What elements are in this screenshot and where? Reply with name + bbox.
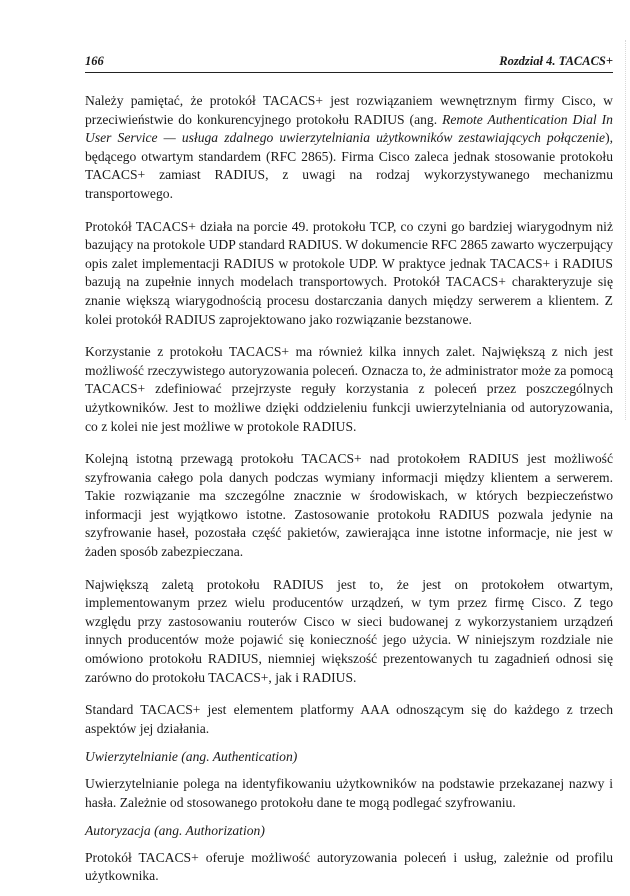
paragraph-3: Korzystanie z protokołu TACACS+ ma również kilka innych zalet. Największą z nich jest możliwość rzeczywistego autoryzowania poleceń. Oznacza to, że administrator może za pomocą TACACS+ zdefiniować przejrzyste reguły korzystania z poleceń przez poszczególnych użytkowników. Jest to możliwe dzięki oddzieleniu funkcji uwierzytelniania od autoryzowania, co z kolei nie jest możliwe w protokole RADIUS. [85,344,613,434]
paragraph-1-text-a: Należy pamiętać, że protokół TACACS+ jest rozwiązaniem wewnętrznym firmy Cisco, w przeciwieństwie do konkurencyjnego protokołu RADIUS (ang. [85,93,613,127]
paragraph-1-text-b: ), będącego otwartym standardem (RFC 2865). Firma Cisco zaleca jednak stosowanie protokołu TACACS+ zamiast RADIUS, z uwagi na rodzaj wykorzystywanego mechanizmu transportowego. [85,130,613,201]
page-body [85,92,613,896]
paragraph-6: Standard TACACS+ jest elementem platformy AAA odnoszącym się do każdego z trzech aspektów jej działania. [85,702,613,736]
paragraph-1 [85,92,613,204]
paragraph-4: Kolejną istotną przewagą protokołu TACACS+ nad protokołem RADIUS jest możliwość szyfrowania całego pola danych podczas wymiany informacji między klientem a serwerem. Takie rozwiązanie ma szczególne znacznie w środowiskach, w których bezpieczeństwo informacji jest wyjątkowo istotne. Zastosowanie protokołu RADIUS pozwala jedynie na szyfrowanie haseł, pozostała część pakietów, zawierająca inne istotne informacje, nie jest w żaden sposób zabezpieczana. [85,451,613,560]
paragraph-1-italic-term: Remote Authentication Dial In User Service — usługa zdalnego uwierzytelniania użytkowników zestawiających połączenie [85,111,613,146]
paragraph-7: Uwierzytelnianie polega na identyfikowaniu użytkowników na podstawie przekazanej nazwy i hasła. Zależnie od stosowanego protokołu dane te mogą podlegać szyfrowaniu. [85,776,613,810]
chapter-title: Rozdział 4. TACACS+ [499,54,613,68]
scan-edge-marks [621,40,626,420]
paragraph-8: Protokół TACACS+ oferuje możliwość autoryzowania poleceń i usług, zależnie od profilu użytkownika. [85,849,613,884]
page-number: 166 [85,54,104,68]
subheading-authorization: Autoryzacja (ang. Authorization) [85,823,265,839]
paragraph-5: Największą zaletą protokołu RADIUS jest to, że jest on protokołem otwartym, implementowanym przez wielu producentów urządzeń, w tym przez firmę Cisco. Z tego względu przy zastosowaniu routerów Cisco w sieci budowanej z wykorzystaniem urządzeń innych producentów może pojawić się konieczność jego użycia. W niniejszym rozdziale nie omówiono protokołu RADIUS, niemniej większość prezentowanych tu zagadnień odnosi się zarówno do protokołu TACACS+, jak i RADIUS. [85,576,613,685]
subheading-authentication: Uwierzytelnianie (ang. Authentication) [85,749,298,765]
paragraph-2: Protokół TACACS+ działa na porcie 49. protokołu TCP, co czyni go bardziej wiarygodnym niż bazujący na protokole UDP standard RADIUS. W dokumencie RFC 2865 zawarto wyczerpujący opis zalet implementacji RADIUS w protokole UDP. W praktyce jednak TACACS+ i RADIUS bazują na zupełnie innych modelach transportowych. Protokół TACACS+ charakteryzuje się znanie większą wiarygodnością procesu dostarczania danych między serwerem a klientem. Z kolei protokół RADIUS zaprojektowano jako rozwiązanie bezstanowe. [85,218,613,327]
running-header [85,54,613,73]
